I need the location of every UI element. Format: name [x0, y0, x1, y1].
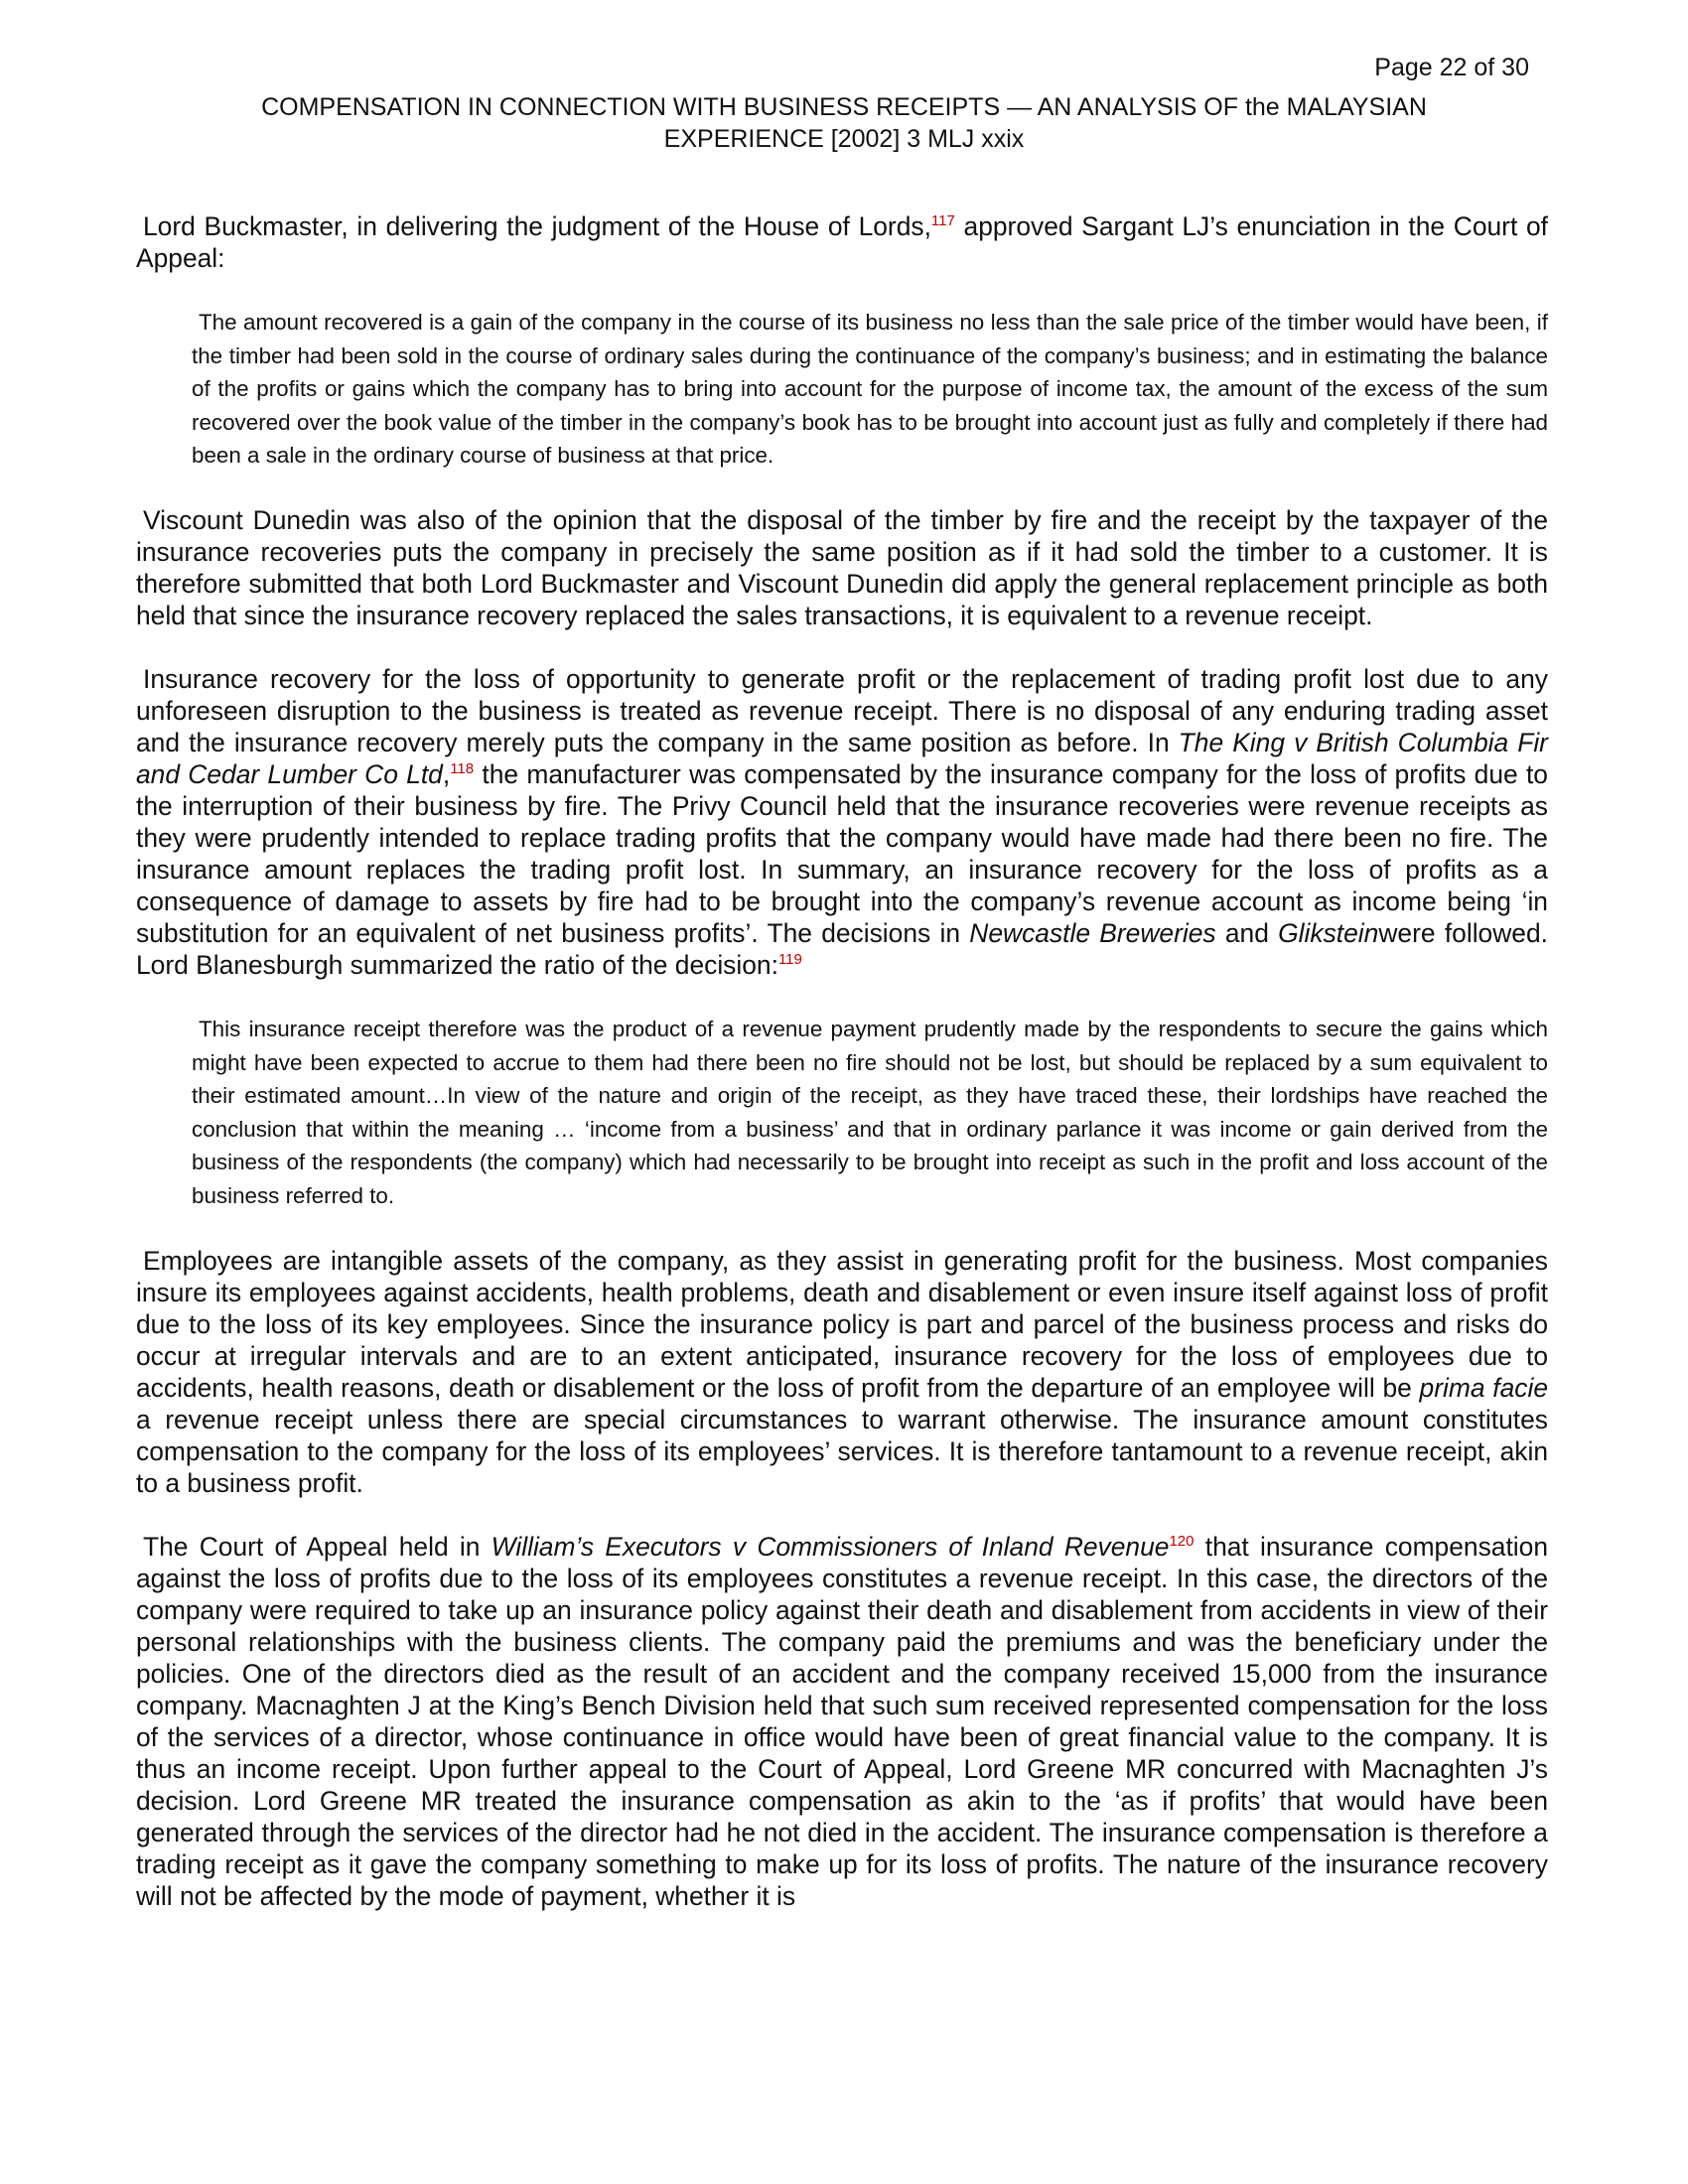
case-name: Newcastle Breweries — [969, 917, 1216, 948]
paragraph-text: the manufacturer was compensated by the insurance company for the loss of profits due to the interruption of their business by fire. The Privy Council held that the insurance recoveries were revenue receipts as they were prudently intended to replace trading profits that the company would have made had there been no fire. The insurance amount replaces the trading profit lost. In summary, an insurance recovery for the loss of profits as a consequence of damage to assets by fire had to be brought into the company’s revenue account as income being ‘in substitution for an equivalent of net business profits’. The decisions in — [136, 758, 1548, 948]
header-line-2: EXPERIENCE [2002] 3 MLJ xxix — [663, 125, 1025, 153]
page-number: Page 22 of 30 — [1374, 54, 1529, 81]
page-content — [136, 210, 1548, 1944]
paragraph-text: , — [442, 758, 451, 789]
footnote-ref-119[interactable]: 119 — [777, 951, 802, 969]
header-line-1: COMPENSATION IN CONNECTION WITH BUSINESS RECEIPTS — AN ANALYSIS OF the MALAYSIAN — [261, 93, 1427, 121]
paragraph-text: were followed. Lord Blanesburgh summarized the ratio of the decision: — [136, 917, 1548, 980]
paragraph-text: a revenue receipt unless there are special circumstances to warrant otherwise. The insurance amount constitutes compensation to the company for the loss of its employees’ services. It is therefore tantamount to a revenue receipt, akin to a business profit. — [136, 1404, 1548, 1498]
paragraph-employees — [136, 1245, 1548, 1499]
paragraph-dunedin: Viscount Dunedin was also of the opinion that the disposal of the timber by fire and the receipt by the taxpayer of the insurance recoveries puts the company in precisely the same position as if it had sold the timber to a customer. It is therefore submitted that both Lord Buckmaster and Viscount Dunedin did apply the general replacement principle as both held that since the insurance recovery replaced the sales transactions, it is equivalent to a revenue receipt. — [136, 504, 1548, 630]
footnote-ref-117[interactable]: 117 — [930, 212, 955, 230]
running-header — [159, 91, 1529, 155]
paragraph-text: Insurance recovery for the loss of opportunity to generate profit or the replacement of trading profit lost due to any unforeseen disruption to the business is treated as revenue receipt. There is no disposal of any enduring trading asset and the insurance recovery merely puts the company in the same position as before. In — [136, 663, 1548, 757]
emphasis-text: prima facie — [1419, 1372, 1548, 1403]
paragraph-text: The Court of Appeal held in — [143, 1531, 492, 1562]
paragraph-text: approved Sargant LJ’s enunciation in the Court of Appeal: — [136, 211, 1548, 273]
paragraph-insurance-recovery — [136, 663, 1548, 981]
footnote-ref-120[interactable]: 120 — [1169, 1532, 1195, 1550]
footnote-ref-118[interactable]: 118 — [450, 760, 475, 778]
paragraph-text: Employees are intangible assets of the company, as they assist in generating profit for the business. Most companies insure its employees against accidents, health problems, death and disablement or even insure itself against loss of profit due to the loss of its key employees. Since the insurance policy is part and parcel of the business process and risks do occur at irregular intervals and are to an extent anticipated, insurance recovery for the loss of employees due to accidents, health reasons, death or disablement or the loss of profit from the departure of an employee will be — [136, 1245, 1548, 1403]
paragraph-text: that insurance compensation against the loss of profits due to the loss of its employees constitutes a revenue receipt. In this case, the directors of the company were required to take up an insurance policy against their death and disablement from accidents in view of their personal relationships with the business clients. The company paid the premiums and was the beneficiary under the policies. One of the directors died as the result of an accident and the company received 15,000 from the insurance company. Macnaghten J at the King’s Bench Division held that such sum received represented compensation for the loss of the services of a director, whose continuance in office would have been of great financial value to the company. It is thus an income receipt. Upon further appeal to the Court of Appeal, Lord Greene MR concurred with Macnaghten J’s decision. Lord Greene MR treated the insurance compensation as akin to the ‘as if profits’ that would have been generated through the services of the director had he not died in the accident. The insurance compensation is therefore a trading receipt as it gave the company something to make up for its loss of profits. The nature of the insurance recovery will not be affected by the mode of payment, whether it is — [136, 1531, 1549, 1911]
block-quote-blanesburgh: This insurance receipt therefore was the product of a revenue payment prudently made by the respondents to secure the gains which might have been expected to accrue to them had there been no fire should not be lost, but should be replaced by a sum equivalent to their estimated amount…In view of the nature and origin of the receipt, as they have traced these, their lordships have reached the conclusion that within the meaning … ‘income from a business’ and that in ordinary parlance it was income or gain derived from the business of the respondents (the company) which had necessarily to be brought into receipt as such in the profit and loss account of the business referred to. — [192, 1016, 1548, 1208]
paragraph-text: Lord Buckmaster, in delivering the judgment of the House of Lords, — [143, 211, 931, 241]
paragraph-buckmaster — [136, 210, 1548, 274]
case-name: William’s Executors v Commissioners of Inland Revenue — [491, 1531, 1170, 1562]
case-name: The King v British Columbia Fir and Cedar Lumber Co Ltd — [136, 727, 1548, 789]
block-quote-sargant: The amount recovered is a gain of the company in the course of its business no less than the sale price of the timber would have been, if the timber had been sold in the course of ordinary sales during the continuance of the company’s business; and in estimating the balance of the profits or gains which the company has to bring into account for the purpose of income tax, the amount of the excess of the sum recovered over the book value of the timber in the company’s book has to be brought into account just as fully and completely if there had been a sale in the ordinary course of business at that price. — [192, 310, 1548, 469]
paragraph-text: and — [1215, 917, 1279, 948]
paragraph-williams-executors — [136, 1531, 1548, 1912]
case-name: Glikstein — [1278, 917, 1379, 948]
